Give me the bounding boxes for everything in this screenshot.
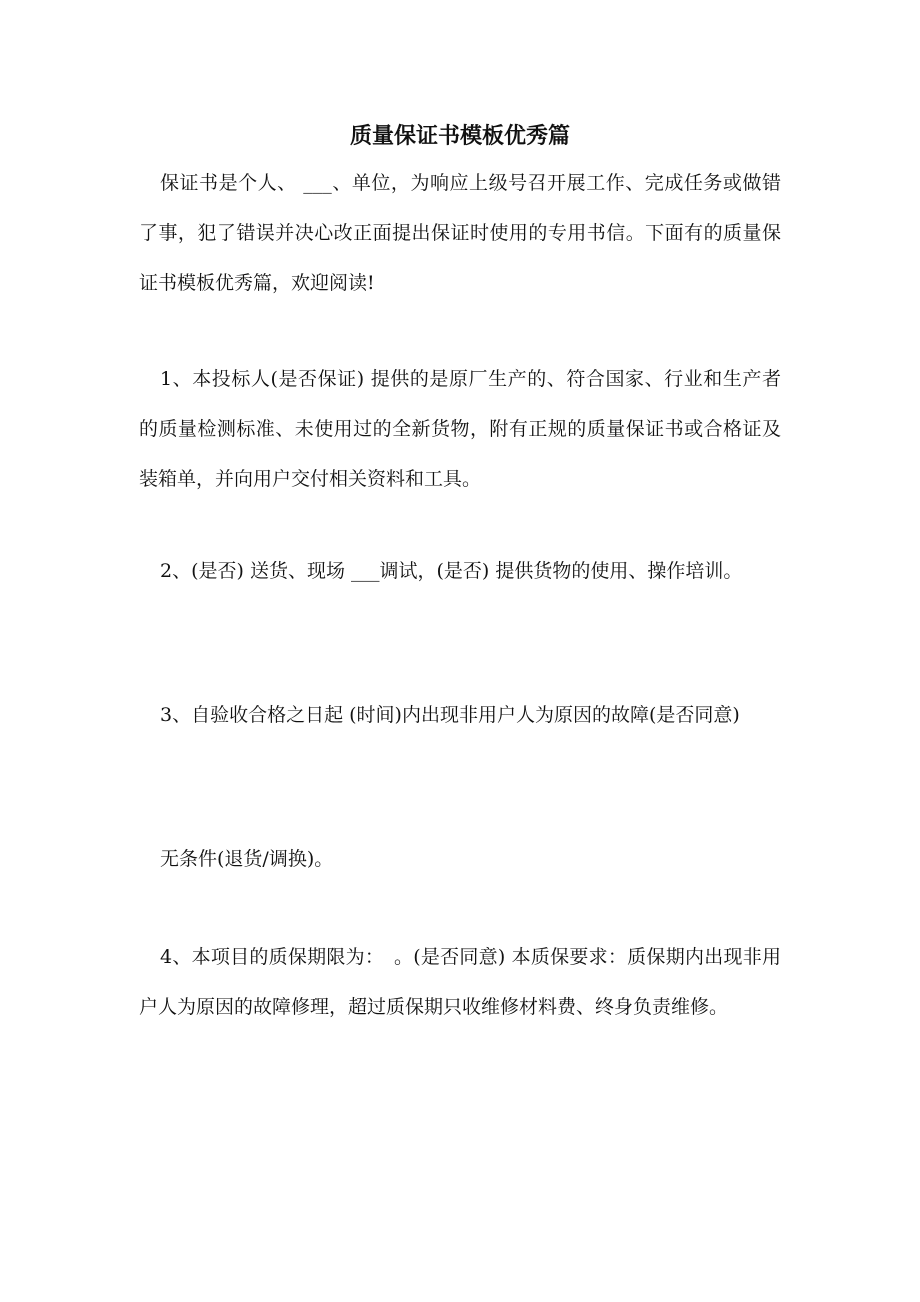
item-1-paragraph: 1、本投标人(是否保证) 提供的是原厂生产的、符合国家、行业和生产者的质量检测标准、未使用过的全新货物，附有正规的质量保证书或合格证及装箱单，并向用户交付相关资料和工具。 bbox=[139, 368, 781, 490]
item-4-paragraph: 4、本项目的质保期限为： 。(是否同意) 本质保要求：质保期内出现非用户人为原因的故障修理，超过质保期只收维修材料费、终身负责维修。 bbox=[139, 946, 781, 1018]
document-title: 质量保证书模板优秀篇 bbox=[349, 123, 570, 149]
item-3-paragraph: 3、自验收合格之日起 (时间)内出现非用户人为原因的故障(是否同意) bbox=[160, 704, 740, 726]
item-3-continuation-paragraph: 无条件(退货/调换)。 bbox=[160, 848, 334, 870]
item-2-paragraph: 2、(是否) 送货、现场 ___调试，(是否) 提供货物的使用、操作培训。 bbox=[160, 560, 743, 582]
intro-paragraph: 保证书是个人、 ___、单位，为响应上级号召开展工作、完成任务或做错了事，犯了错误并决心改正面提出保证时使用的专用书信。下面有的质量保证书模板优秀篇，欢迎阅读! bbox=[139, 172, 781, 294]
